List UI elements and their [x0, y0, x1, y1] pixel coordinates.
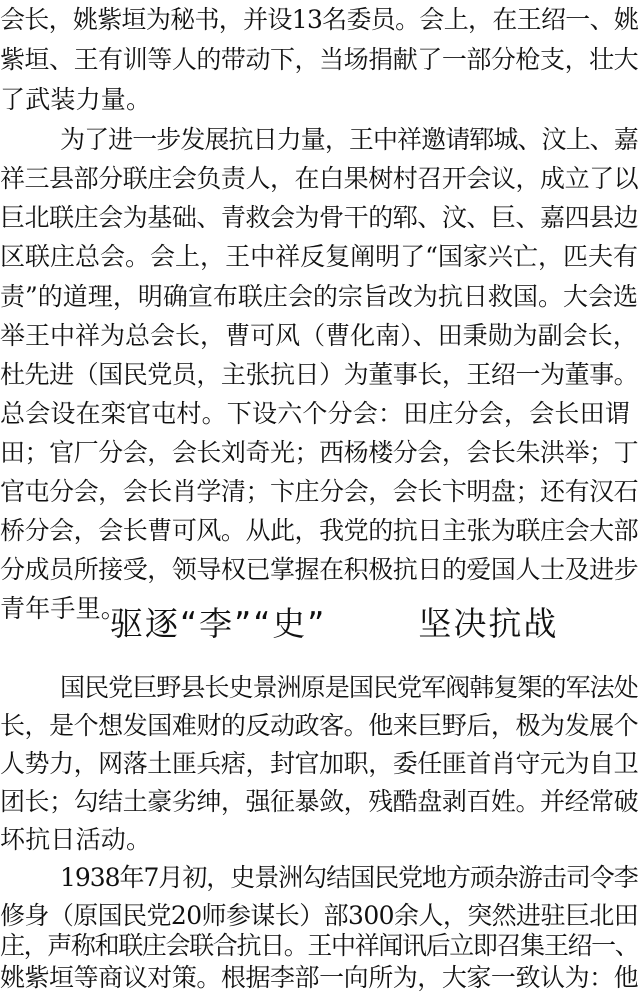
text-line: 修身（原国民党20师参谋长）部300余人，突然进驻巨北田	[0, 901, 639, 930]
text-line: 长，是个想发国难财的反动政客。他来巨野后，极为发展个	[0, 711, 639, 740]
text-line: 官屯分会，会长肖学清；卞庄分会，会长卞明盘；还有汉石	[0, 477, 639, 506]
text-line: 桥分会，会长曹可风。从此，我党的抗日主张为联庄会大部	[0, 516, 639, 545]
text-line: 为了进一步发展抗日力量，王中祥邀请郓城、汶上、嘉	[60, 125, 638, 154]
text-line: 坏抗日活动。	[0, 825, 152, 854]
text-line: 田；官厂分会，会长刘奇光；西杨楼分会，会长朱洪举；丁	[0, 438, 639, 467]
text-line: 庄，声称和联庄会联合抗日。王中祥闻讯后立即召集王绍一、	[0, 931, 639, 960]
text-line: 会长，姚紫垣为秘书，并设13名委员。会上，在王绍一、姚	[0, 5, 639, 34]
text-line: 姚紫垣等商议对策。根据李部一向所为，大家一致认为：他	[0, 963, 639, 992]
section-heading-part1: 驱逐“李”“史”	[110, 604, 327, 643]
text-line: 紫垣、王有训等人的带动下，当场捐献了一部分枪支，壮大	[0, 45, 639, 74]
text-line: 巨北联庄会为基础、青救会为骨干的郓、汶、巨、嘉四县边	[0, 203, 639, 232]
text-line: 分成员所接受，领导权已掌握在积极抗日的爱国人士及进步	[0, 555, 639, 584]
text-line: 1938年7月初，史景洲勾结国民党地方顽杂游击司令李	[60, 863, 638, 892]
text-line: 举王中祥为总会长，曹可风（曹化南）、田秉勋为副会长，	[0, 321, 638, 350]
text-line: 青年手里。	[0, 594, 127, 623]
text-line: 责”的道理，明确宣布联庄会的宗旨改为抗日救国。大会选	[0, 282, 638, 311]
text-line: 人势力，网落土匪兵痞，封官加职，委任匪首肖守元为自卫	[0, 749, 639, 778]
text-line: 杜先进（国民党员，主张抗日）为董事长，王绍一为董事。	[0, 360, 639, 389]
section-heading	[110, 604, 590, 644]
text-line: 国民党巨野县长史景洲原是国民党军阀韩复榘的军法处	[60, 673, 638, 702]
text-line: 区联庄总会。会上，王中祥反复阐明了“国家兴亡，匹夫有	[0, 242, 638, 271]
text-line: 团长；勾结土豪劣绅，强征暴敛，残酷盘剥百姓。并经常破	[0, 787, 639, 816]
section-heading-part2: 坚决抗战	[418, 604, 559, 643]
text-line: 了武装力量。	[0, 85, 152, 114]
text-line: 总会设在栾官屯村。下设六个分会：田庄分会，会长田谓	[0, 399, 631, 428]
text-line: 祥三县部分联庄会负责人，在白果树村召开会议，成立了以	[0, 164, 639, 193]
